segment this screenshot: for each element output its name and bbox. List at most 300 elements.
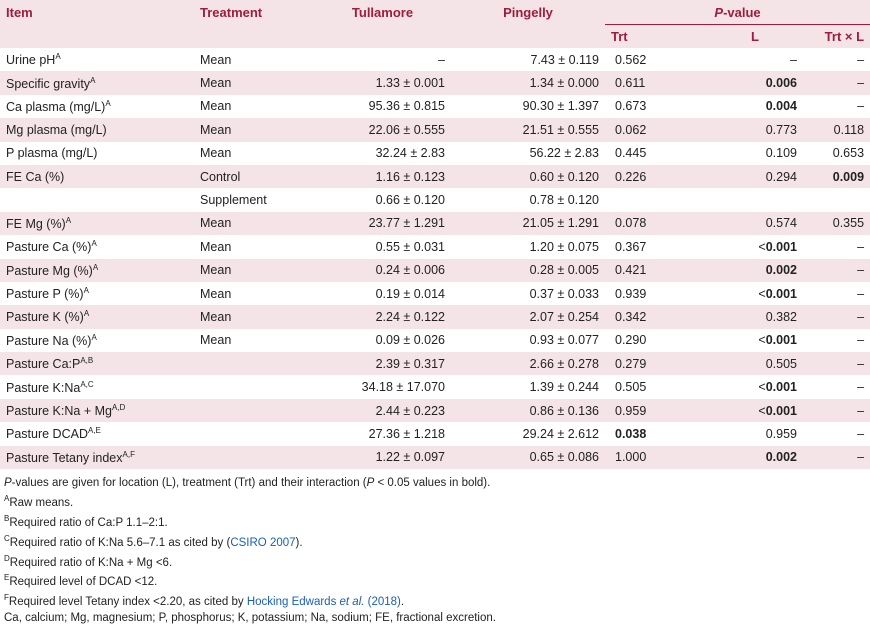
cell-item bbox=[0, 282, 194, 305]
cell-p-trt bbox=[605, 188, 707, 211]
cell-pingelly bbox=[451, 165, 605, 188]
p-l-value: 0.006 bbox=[765, 76, 797, 91]
cell-pingelly bbox=[451, 235, 605, 258]
tullamore-value: 0.19 ± 0.014 bbox=[375, 286, 445, 301]
p-int-value: – bbox=[857, 99, 865, 114]
pingelly-value: 7.43 ± 0.119 bbox=[530, 52, 599, 67]
footnote-text: . bbox=[400, 596, 405, 608]
cell-pingelly bbox=[451, 118, 605, 141]
treatment-label: Mean bbox=[200, 76, 232, 91]
p-trt-value: 0.062 bbox=[615, 122, 647, 137]
cell-p-trt bbox=[605, 305, 707, 328]
footnote-text: -values are given for location (L), treatment (Trt) and their interaction ( bbox=[11, 477, 367, 490]
tullamore-value: 0.55 ± 0.031 bbox=[375, 239, 445, 254]
p-int-value: 0.355 bbox=[832, 216, 865, 231]
cell-p-trt-x-l bbox=[803, 71, 870, 94]
item-label: Pasture K (%) bbox=[6, 310, 84, 325]
tullamore-value: 2.39 ± 0.317 bbox=[375, 356, 445, 371]
cell-treatment bbox=[194, 329, 314, 352]
p-trt-value: 0.445 bbox=[615, 146, 647, 161]
csiro-reference-link[interactable]: CSIRO 2007 bbox=[230, 536, 296, 549]
cell-treatment bbox=[194, 235, 314, 258]
p-int-value: – bbox=[857, 76, 865, 91]
header-spacer bbox=[0, 25, 194, 49]
header-pvalue bbox=[605, 0, 870, 25]
cell-p-trt-x-l bbox=[803, 422, 870, 445]
pingelly-value: 0.78 ± 0.120 bbox=[529, 193, 599, 208]
p-int-value: – bbox=[857, 356, 865, 371]
tullamore-value: 0.66 ± 0.120 bbox=[375, 193, 445, 208]
tullamore-value: 27.36 ± 1.218 bbox=[368, 426, 445, 441]
cell-item bbox=[0, 118, 194, 141]
p-l-value: 0.001 bbox=[765, 380, 797, 395]
item-superscript: A bbox=[91, 332, 97, 342]
cell-item bbox=[0, 212, 194, 235]
footnote-f bbox=[4, 590, 866, 610]
treatment-label: Mean bbox=[200, 52, 232, 67]
p-trt-value: 0.959 bbox=[615, 403, 647, 418]
p-l-value: 0.001 bbox=[765, 403, 797, 418]
cell-item bbox=[0, 352, 194, 375]
cell-tullamore bbox=[314, 48, 451, 71]
treatment-label: Mean bbox=[200, 309, 232, 324]
cell-pingelly bbox=[451, 71, 605, 94]
cell-item bbox=[0, 48, 194, 71]
cell-tullamore bbox=[314, 95, 451, 118]
cell-p-trt bbox=[605, 422, 707, 445]
cell-p-l bbox=[707, 165, 803, 188]
item-superscript: A bbox=[90, 75, 96, 85]
header-spacer bbox=[194, 25, 314, 49]
item-label: Pasture DCAD bbox=[6, 427, 88, 442]
cell-tullamore bbox=[314, 305, 451, 328]
cell-p-trt bbox=[605, 399, 707, 422]
cell-tullamore bbox=[314, 188, 451, 211]
p-l-value: 0.382 bbox=[765, 309, 797, 324]
table-footnotes bbox=[0, 469, 870, 626]
table-row bbox=[0, 235, 870, 258]
table-row bbox=[0, 118, 870, 141]
hocking-edwards-reference-link[interactable] bbox=[247, 596, 401, 608]
table-row bbox=[0, 282, 870, 305]
table-row bbox=[0, 165, 870, 188]
cell-p-trt-x-l bbox=[803, 399, 870, 422]
item-label: Specific gravity bbox=[6, 76, 91, 91]
item-label: Pasture K:Na bbox=[6, 380, 81, 395]
header-trt-x-l: Trt × L bbox=[803, 25, 870, 49]
treatment-label: Mean bbox=[200, 333, 232, 348]
p-l-value: 0.004 bbox=[765, 99, 797, 114]
cell-item bbox=[0, 95, 194, 118]
cell-item bbox=[0, 142, 194, 165]
cell-p-trt-x-l bbox=[803, 305, 870, 328]
treatment-label: Mean bbox=[200, 146, 232, 161]
footnote-d bbox=[4, 551, 866, 571]
pingelly-value: 21.05 ± 1.291 bbox=[522, 216, 599, 231]
p-l-value: 0.959 bbox=[765, 426, 797, 441]
item-label: FE Ca (%) bbox=[6, 169, 65, 184]
item-label: Pasture P (%) bbox=[6, 287, 84, 302]
p-l-value: 0.505 bbox=[765, 356, 797, 371]
cell-p-trt-x-l bbox=[803, 282, 870, 305]
cell-p-trt-x-l bbox=[803, 329, 870, 352]
cell-p-trt-x-l bbox=[803, 352, 870, 375]
tullamore-value: 32.24 ± 2.83 bbox=[375, 146, 445, 161]
cell-p-l bbox=[707, 422, 803, 445]
item-superscript: A,C bbox=[80, 379, 94, 389]
p-int-value: – bbox=[857, 52, 865, 67]
cell-pingelly bbox=[451, 188, 605, 211]
footnote-marker: B bbox=[4, 513, 10, 523]
pingelly-value: 2.07 ± 0.254 bbox=[529, 309, 599, 324]
p-l-prefix: < bbox=[758, 333, 766, 348]
cell-item bbox=[0, 235, 194, 258]
p-l-value: 0.574 bbox=[765, 216, 797, 231]
p-int-value: – bbox=[857, 426, 865, 441]
cell-p-trt-x-l bbox=[803, 165, 870, 188]
table-row bbox=[0, 329, 870, 352]
footnote-p-italic: P bbox=[4, 477, 12, 490]
p-int-value: 0.009 bbox=[832, 169, 865, 184]
cell-pingelly bbox=[451, 305, 605, 328]
header-spacer bbox=[314, 25, 451, 49]
cell-treatment bbox=[194, 165, 314, 188]
pingelly-value: 0.65 ± 0.086 bbox=[529, 450, 599, 465]
cell-p-l bbox=[707, 118, 803, 141]
p-trt-value: 0.673 bbox=[615, 99, 647, 114]
p-l-value: 0.002 bbox=[765, 450, 797, 465]
header-trt: Trt bbox=[605, 25, 707, 49]
item-label: Pasture Na (%) bbox=[6, 333, 92, 348]
footnote-marker: E bbox=[4, 573, 10, 583]
cell-p-l bbox=[707, 352, 803, 375]
table-row bbox=[0, 375, 870, 398]
cell-p-trt bbox=[605, 259, 707, 282]
cell-p-l bbox=[707, 329, 803, 352]
treatment-label: Mean bbox=[200, 99, 232, 114]
cell-item bbox=[0, 188, 194, 211]
cell-pingelly bbox=[451, 399, 605, 422]
header-pvalue-p: P bbox=[714, 4, 724, 20]
tullamore-value: 22.06 ± 0.555 bbox=[368, 122, 445, 137]
cell-p-trt bbox=[605, 142, 707, 165]
footnote-text: Required level of DCAD <12. bbox=[9, 576, 158, 589]
cell-p-l bbox=[707, 95, 803, 118]
cell-p-l bbox=[707, 305, 803, 328]
footnote-c bbox=[4, 531, 866, 551]
p-trt-value: 0.367 bbox=[615, 239, 647, 254]
pingelly-value: 2.66 ± 0.278 bbox=[529, 356, 599, 371]
p-trt-value: 0.279 bbox=[615, 356, 647, 371]
cell-item bbox=[0, 165, 194, 188]
p-int-value: 0.653 bbox=[832, 146, 865, 161]
cell-tullamore bbox=[314, 446, 451, 469]
table-row bbox=[0, 212, 870, 235]
cell-pingelly bbox=[451, 352, 605, 375]
cell-p-trt-x-l bbox=[803, 259, 870, 282]
cell-tullamore bbox=[314, 282, 451, 305]
tullamore-value: 0.24 ± 0.006 bbox=[375, 263, 445, 278]
footnote-a bbox=[4, 491, 866, 511]
cell-p-l bbox=[707, 212, 803, 235]
p-l-value: – bbox=[790, 52, 797, 67]
cell-item bbox=[0, 422, 194, 445]
p-trt-value: 0.342 bbox=[615, 309, 647, 324]
table-row bbox=[0, 305, 870, 328]
link-text: (2018) bbox=[364, 596, 401, 608]
p-trt-value: 0.562 bbox=[615, 52, 647, 67]
cell-p-trt-x-l bbox=[803, 118, 870, 141]
cell-tullamore bbox=[314, 422, 451, 445]
cell-tullamore bbox=[314, 165, 451, 188]
tullamore-value: 1.22 ± 0.097 bbox=[375, 450, 445, 465]
p-int-value: – bbox=[857, 450, 865, 465]
cell-pingelly bbox=[451, 282, 605, 305]
footnote-b bbox=[4, 511, 866, 531]
pingelly-value: 21.51 ± 0.555 bbox=[522, 122, 599, 137]
cell-pingelly bbox=[451, 259, 605, 282]
cell-pingelly bbox=[451, 375, 605, 398]
item-label: Pasture Ca (%) bbox=[6, 240, 92, 255]
cell-tullamore bbox=[314, 118, 451, 141]
treatment-label: Mean bbox=[200, 286, 232, 301]
p-int-value: – bbox=[857, 380, 865, 395]
cell-p-l bbox=[707, 142, 803, 165]
cell-item bbox=[0, 399, 194, 422]
p-trt-value: 1.000 bbox=[615, 450, 647, 465]
cell-pingelly bbox=[451, 446, 605, 469]
cell-item bbox=[0, 71, 194, 94]
treatment-label: Mean bbox=[200, 216, 232, 231]
cell-tullamore bbox=[314, 399, 451, 422]
cell-item bbox=[0, 329, 194, 352]
cell-p-trt bbox=[605, 352, 707, 375]
p-trt-value: 0.078 bbox=[615, 216, 647, 231]
tullamore-value: – bbox=[438, 52, 445, 67]
cell-p-l bbox=[707, 446, 803, 469]
cell-pingelly bbox=[451, 422, 605, 445]
cell-p-trt bbox=[605, 95, 707, 118]
item-superscript: A,B bbox=[80, 356, 94, 366]
cell-p-l bbox=[707, 71, 803, 94]
item-label: Pasture Tetany index bbox=[6, 450, 123, 465]
item-superscript: A bbox=[105, 98, 111, 108]
pingelly-value: 0.86 ± 0.136 bbox=[529, 403, 599, 418]
cell-p-trt-x-l bbox=[803, 212, 870, 235]
table-row bbox=[0, 352, 870, 375]
pingelly-value: 1.39 ± 0.244 bbox=[529, 380, 599, 395]
p-l-value: 0.109 bbox=[765, 146, 797, 161]
p-trt-value: 0.290 bbox=[615, 333, 647, 348]
table-row bbox=[0, 188, 870, 211]
header-l: L bbox=[707, 25, 803, 49]
cell-treatment bbox=[194, 375, 314, 398]
p-int-value: – bbox=[857, 403, 865, 418]
p-trt-value: 0.611 bbox=[615, 76, 646, 91]
tullamore-value: 2.24 ± 0.122 bbox=[375, 309, 445, 324]
p-l-prefix: < bbox=[758, 403, 766, 418]
pingelly-value: 90.30 ± 1.397 bbox=[522, 99, 599, 114]
cell-tullamore bbox=[314, 375, 451, 398]
pingelly-value: 1.34 ± 0.000 bbox=[529, 76, 599, 91]
item-superscript: A,F bbox=[122, 449, 135, 459]
cell-tullamore bbox=[314, 235, 451, 258]
cell-p-l bbox=[707, 48, 803, 71]
tullamore-value: 95.36 ± 0.815 bbox=[368, 99, 445, 114]
cell-treatment bbox=[194, 399, 314, 422]
header-treatment: Treatment bbox=[194, 0, 314, 25]
p-int-value: – bbox=[857, 286, 865, 301]
cell-p-trt-x-l bbox=[803, 188, 870, 211]
footnote-marker: A bbox=[4, 494, 10, 504]
item-superscript: A bbox=[92, 262, 99, 272]
cell-p-trt bbox=[605, 212, 707, 235]
cell-tullamore bbox=[314, 259, 451, 282]
header-tullamore: Tullamore bbox=[314, 0, 451, 25]
cell-treatment bbox=[194, 188, 314, 211]
p-l-value: 0.002 bbox=[765, 263, 797, 278]
tullamore-value: 2.44 ± 0.223 bbox=[375, 403, 445, 418]
table-row bbox=[0, 71, 870, 94]
cell-item bbox=[0, 305, 194, 328]
footnote-text: < 0.05 values in bold). bbox=[374, 477, 491, 490]
cell-p-l bbox=[707, 375, 803, 398]
tullamore-value: 1.33 ± 0.001 bbox=[375, 76, 445, 91]
treatment-label: Mean bbox=[200, 263, 232, 278]
link-text-italic: et al. bbox=[339, 596, 365, 608]
footnote-text: Required ratio of K:Na 5.6–7.1 as cited by ( bbox=[9, 536, 231, 549]
pingelly-value: 0.28 ± 0.005 bbox=[529, 263, 599, 278]
treatment-label: Mean bbox=[200, 239, 232, 254]
cell-pingelly bbox=[451, 212, 605, 235]
cell-pingelly bbox=[451, 48, 605, 71]
p-int-value: 0.118 bbox=[833, 122, 865, 137]
footnote-abbreviations: Ca, calcium; Mg, magnesium; P, phosphorus; K, potassium; Na, sodium; FE, fractional excretion. bbox=[4, 612, 496, 624]
p-int-value: – bbox=[857, 309, 865, 324]
cell-p-trt bbox=[605, 446, 707, 469]
footnote-e bbox=[4, 570, 866, 590]
cell-treatment bbox=[194, 142, 314, 165]
cell-p-trt-x-l bbox=[803, 375, 870, 398]
cell-p-trt-x-l bbox=[803, 446, 870, 469]
p-l-value: 0.001 bbox=[765, 286, 797, 301]
cell-treatment bbox=[194, 48, 314, 71]
item-label: Pasture Ca:P bbox=[6, 357, 81, 372]
item-label: FE Mg (%) bbox=[6, 217, 66, 231]
cell-p-trt-x-l bbox=[803, 48, 870, 71]
p-int-value: – bbox=[857, 239, 865, 254]
treatment-label: Control bbox=[200, 169, 241, 184]
cell-p-l bbox=[707, 399, 803, 422]
cell-pingelly bbox=[451, 142, 605, 165]
cell-p-trt-x-l bbox=[803, 142, 870, 165]
cell-tullamore bbox=[314, 142, 451, 165]
cell-p-trt bbox=[605, 48, 707, 71]
cell-p-trt bbox=[605, 282, 707, 305]
header-pvalue-rest: -value bbox=[723, 4, 761, 20]
tullamore-value: 1.16 ± 0.123 bbox=[375, 169, 445, 184]
p-l-prefix: < bbox=[758, 286, 766, 301]
cell-treatment bbox=[194, 352, 314, 375]
cell-item bbox=[0, 259, 194, 282]
p-int-value: – bbox=[857, 333, 865, 348]
p-trt-value: 0.421 bbox=[615, 263, 647, 278]
tullamore-value: 0.09 ± 0.026 bbox=[375, 333, 445, 348]
footnote-p-italic: P bbox=[366, 477, 375, 490]
cell-treatment bbox=[194, 259, 314, 282]
table-body bbox=[0, 48, 870, 469]
cell-p-trt bbox=[605, 165, 707, 188]
cell-p-l bbox=[707, 188, 803, 211]
cell-treatment bbox=[194, 282, 314, 305]
footnote-text: Required ratio of Ca:P 1.1–2:1. bbox=[9, 516, 168, 529]
header-pingelly: Pingelly bbox=[451, 0, 605, 25]
pingelly-value: 29.24 ± 2.612 bbox=[522, 426, 599, 441]
cell-treatment bbox=[194, 95, 314, 118]
item-label: Pasture K:Na + Mg bbox=[6, 404, 112, 419]
cell-p-trt bbox=[605, 235, 707, 258]
p-trt-value: 0.226 bbox=[615, 169, 647, 184]
pingelly-value: 0.60 ± 0.120 bbox=[529, 169, 599, 184]
p-l-value: 0.001 bbox=[765, 333, 797, 348]
item-label: Mg plasma (mg/L) bbox=[6, 122, 107, 137]
link-text: Hocking Edwards bbox=[246, 596, 340, 608]
tullamore-value: 23.77 ± 1.291 bbox=[368, 216, 445, 231]
cell-treatment bbox=[194, 446, 314, 469]
item-superscript: A bbox=[83, 286, 89, 296]
cell-pingelly bbox=[451, 329, 605, 352]
table-header bbox=[0, 0, 870, 48]
p-trt-value: 0.505 bbox=[615, 380, 647, 395]
table-row bbox=[0, 399, 870, 422]
pingelly-value: 1.20 ± 0.075 bbox=[529, 239, 599, 254]
header-spacer bbox=[451, 25, 605, 49]
footnote-marker: F bbox=[4, 593, 9, 603]
cell-p-trt-x-l bbox=[803, 235, 870, 258]
pingelly-value: 0.37 ± 0.033 bbox=[529, 286, 599, 301]
cell-p-l bbox=[707, 235, 803, 258]
footnote-marker: D bbox=[4, 553, 10, 563]
cell-p-trt bbox=[605, 71, 707, 94]
cell-p-trt bbox=[605, 329, 707, 352]
cell-treatment bbox=[194, 305, 314, 328]
cell-p-l bbox=[707, 282, 803, 305]
cell-item bbox=[0, 446, 194, 469]
footnote-text: Required ratio of K:Na + Mg <6. bbox=[9, 556, 173, 569]
cell-item bbox=[0, 375, 194, 398]
cell-tullamore bbox=[314, 329, 451, 352]
pingelly-value: 56.22 ± 2.83 bbox=[529, 146, 599, 161]
cell-treatment bbox=[194, 71, 314, 94]
item-label: Pasture Mg (%) bbox=[6, 263, 93, 278]
p-l-value: 0.773 bbox=[765, 122, 797, 137]
item-superscript: A bbox=[83, 309, 90, 319]
p-trt-value: 0.038 bbox=[615, 426, 647, 441]
footnote-text: Required level Tetany index <2.20, as cited by bbox=[8, 596, 247, 608]
table-row bbox=[0, 422, 870, 445]
cell-tullamore bbox=[314, 352, 451, 375]
tullamore-value: 34.18 ± 17.070 bbox=[361, 380, 445, 395]
cell-treatment bbox=[194, 212, 314, 235]
footnote-text: ). bbox=[295, 536, 303, 549]
cell-p-trt-x-l bbox=[803, 95, 870, 118]
footnote-text: Raw means. bbox=[9, 496, 74, 509]
treatment-label: Mean bbox=[200, 122, 232, 137]
header-item: Item bbox=[0, 0, 194, 25]
p-l-prefix: < bbox=[758, 380, 766, 395]
item-superscript: A,D bbox=[111, 402, 126, 412]
item-superscript: A bbox=[65, 215, 72, 225]
